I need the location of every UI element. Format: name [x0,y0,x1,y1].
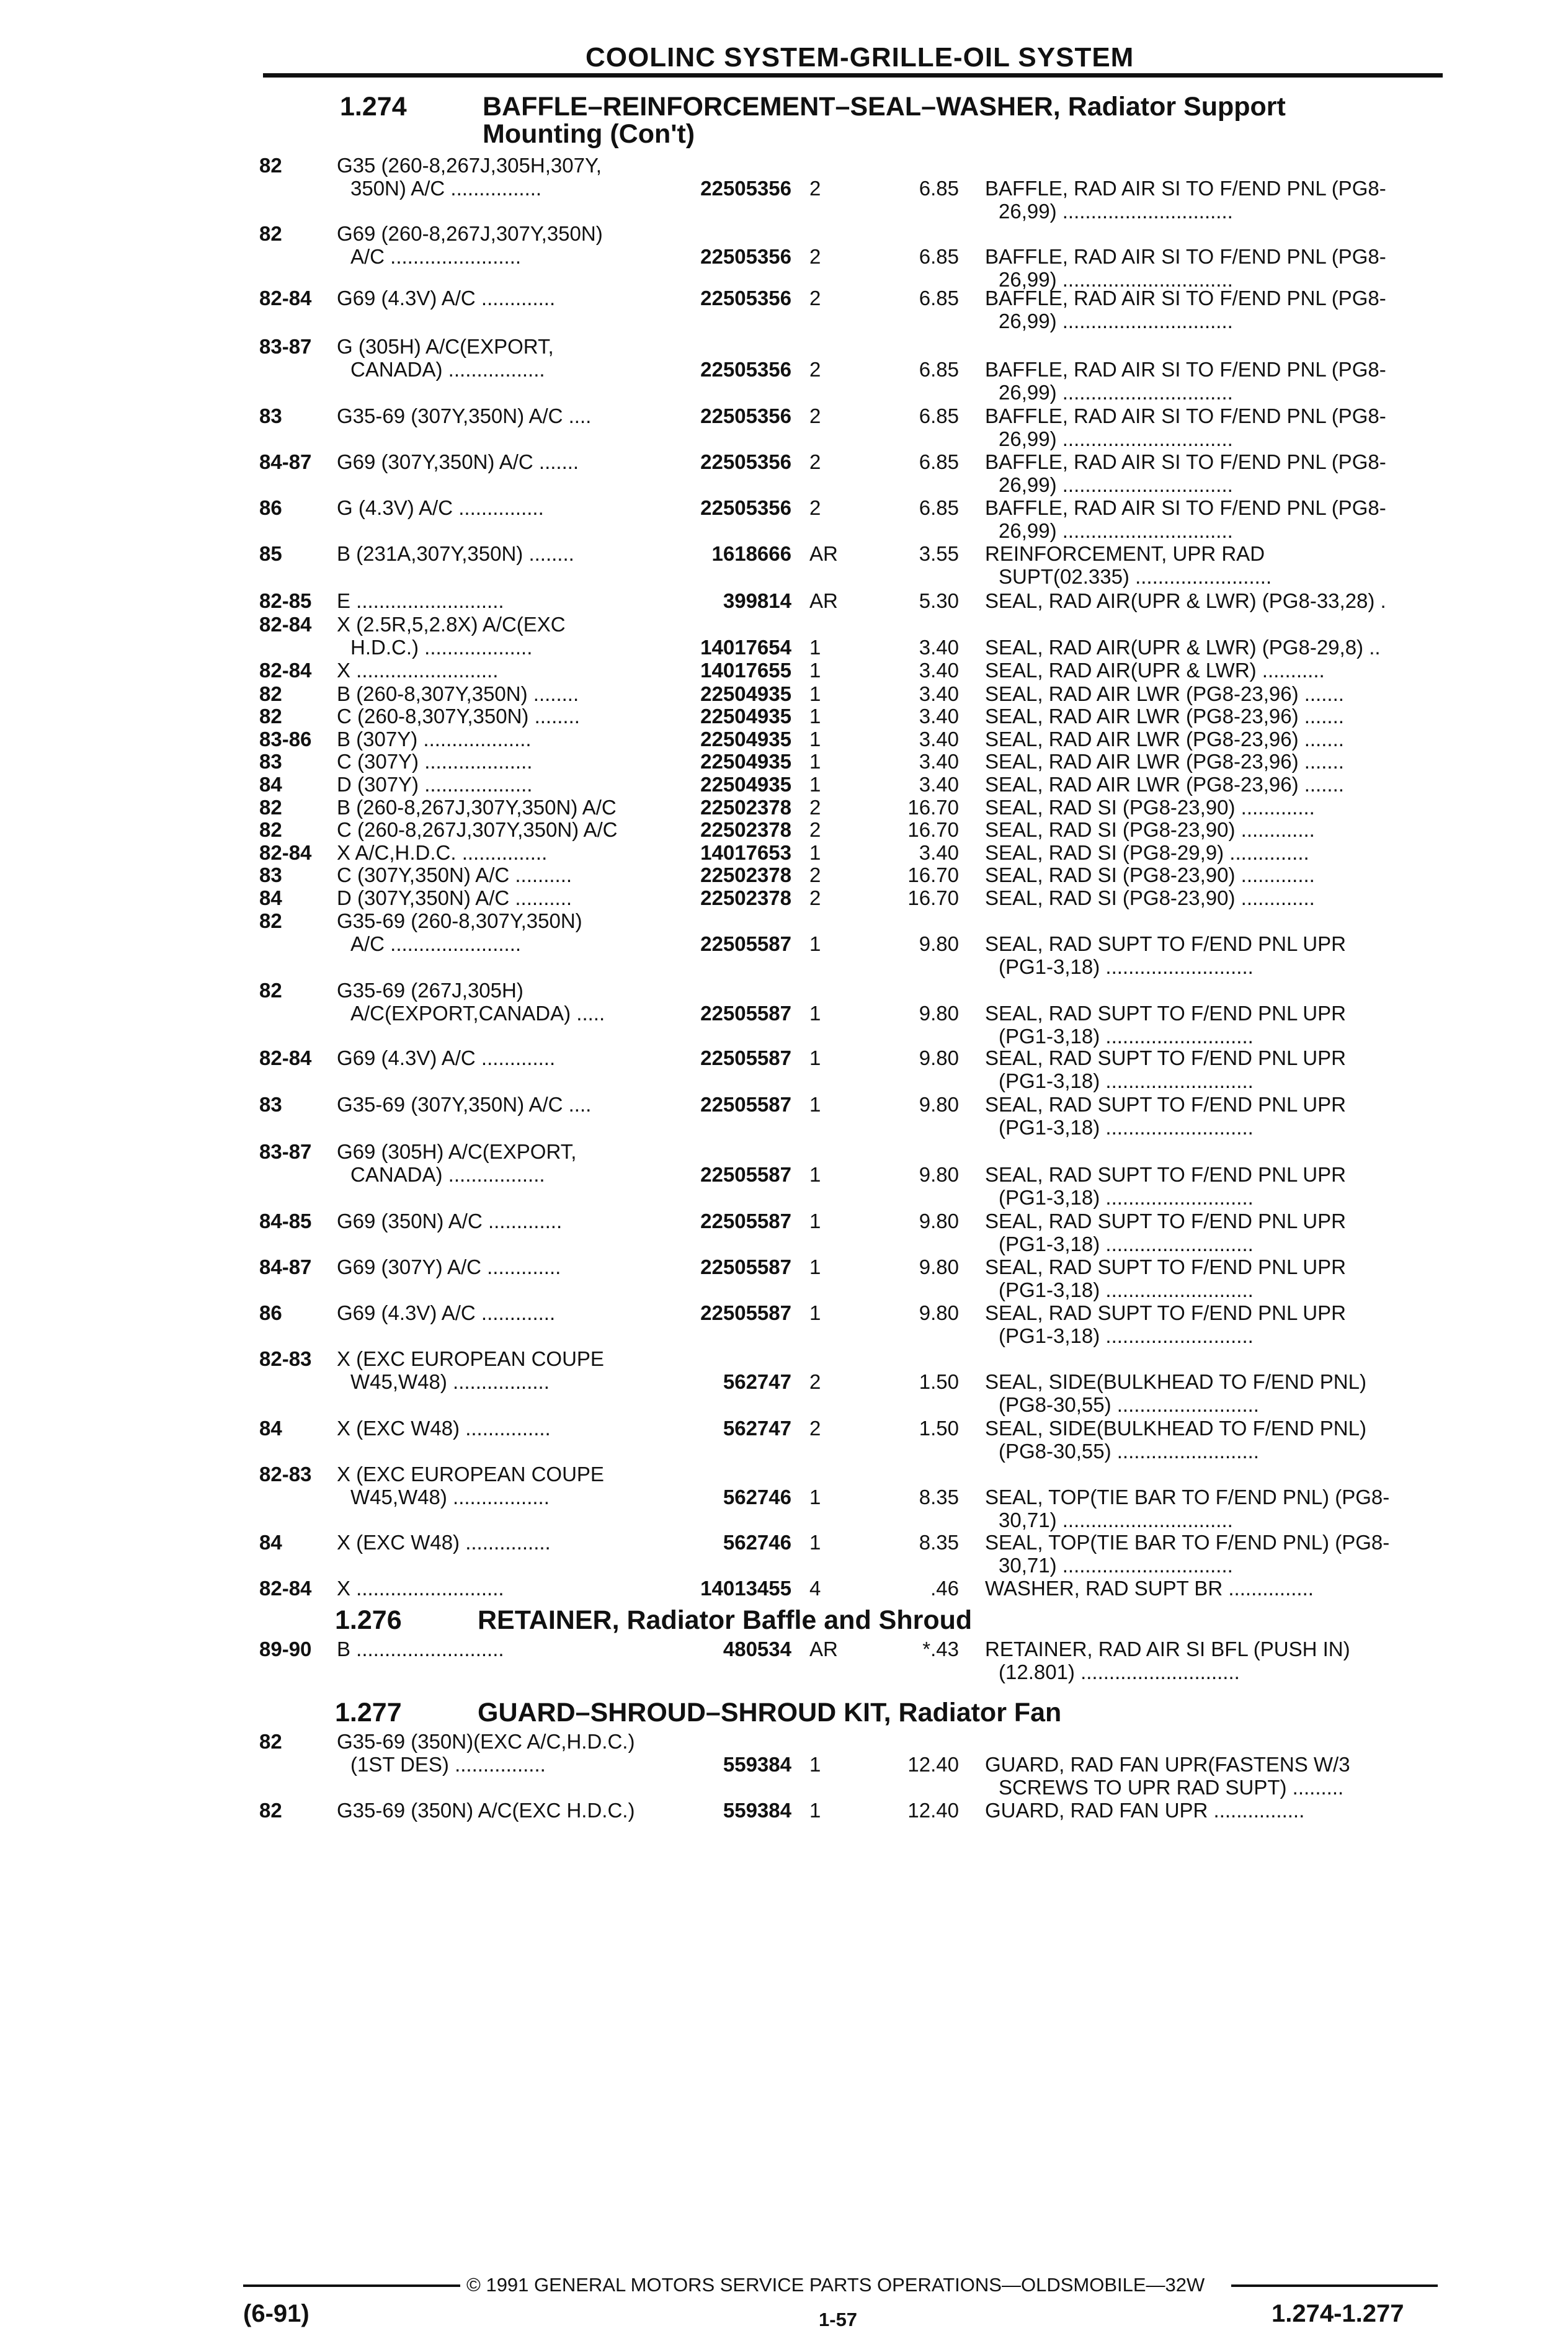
footer-date: (6-91) [243,2300,310,2327]
quantity: 1 [809,728,821,751]
part-description-continued: 26,99) .............................. [999,519,1233,542]
price: 6.85 [919,287,959,310]
model-description-continued: A/C ....................... [350,932,522,955]
model-year: 82-84 [259,1577,312,1600]
part-description: BAFFLE, RAD AIR SI TO F/END PNL (PG8- [985,358,1386,381]
model-description: G35-69 (267J,305H) [337,979,523,1002]
model-year: 82 [259,979,282,1002]
quantity: 1 [809,1799,821,1822]
quantity: 2 [809,496,821,519]
price: 12.40 [907,1799,959,1822]
quantity: AR [809,542,838,565]
model-description-continued: CANADA) ................. [350,1163,545,1186]
price: 12.40 [907,1753,959,1776]
model-description: G35 (260-8,267J,305H,307Y, [337,154,602,177]
part-description: SEAL, RAD SUPT TO F/END PNL UPR [985,1301,1346,1324]
part-number: 22504935 [700,728,791,751]
model-year: 82-84 [259,1046,312,1069]
part-description-continued: 26,99) .............................. [999,473,1233,496]
price: 3.40 [919,841,959,864]
model-description: G69 (4.3V) A/C ............. [337,1301,556,1324]
quantity: 1 [809,636,821,659]
model-description: G35-69 (350N) A/C(EXC H.D.C.) [337,1799,635,1822]
model-description: G69 (4.3V) A/C ............. [337,287,556,310]
price: 6.85 [919,496,959,519]
quantity: 1 [809,773,821,796]
model-description-continued: W45,W48) ................. [350,1486,550,1509]
quantity: 1 [809,1210,821,1232]
part-number: 562746 [723,1531,791,1554]
part-number: 22505587 [700,932,791,955]
price: 9.80 [919,1163,959,1186]
part-number: 22502378 [700,886,791,909]
part-number: 14013455 [700,1577,791,1600]
part-number: 22505587 [700,1210,791,1232]
part-description-continued: (PG1-3,18) .......................... [999,1116,1254,1139]
model-description: C (307Y,350N) A/C .......... [337,863,572,886]
model-description: C (260-8,267J,307Y,350N) A/C [337,818,618,841]
section-title: BAFFLE–REINFORCEMENT–SEAL–WASHER, Radiator Support [483,92,1286,122]
part-description-continued: 26,99) .............................. [999,381,1233,404]
price: *.43 [922,1638,959,1660]
part-description-continued: (12.801) ............................ [999,1660,1240,1683]
model-year: 83 [259,863,282,886]
footer-rule-left [243,2284,460,2287]
model-description: X (EXC W48) ............... [337,1417,551,1440]
model-year: 82-85 [259,589,312,612]
quantity: 2 [809,177,821,200]
part-number: 1618666 [711,542,791,565]
model-year: 84 [259,773,282,796]
model-year: 82 [259,1730,282,1753]
part-description-continued: 26,99) .............................. [999,310,1233,332]
part-description: SEAL, RAD SI (PG8-29,9) .............. [985,841,1309,864]
part-number: 22505587 [700,1255,791,1278]
part-description-continued: 26,99) .............................. [999,268,1233,291]
section-number: 1.276 [335,1605,402,1635]
section-title: GUARD–SHROUD–SHROUD KIT, Radiator Fan [478,1698,1062,1727]
part-description-continued: (PG1-3,18) .......................... [999,955,1254,978]
model-description: X (2.5R,5,2.8X) A/C(EXC [337,613,566,636]
part-number: 22502378 [700,863,791,886]
quantity: 1 [809,1753,821,1776]
model-description: X (EXC W48) ............... [337,1531,551,1554]
part-description: SEAL, SIDE(BULKHEAD TO F/END PNL) [985,1417,1366,1440]
model-description: D (307Y) ................... [337,773,533,796]
quantity: 2 [809,863,821,886]
footer-page-number: 1-57 [819,2309,858,2330]
model-description: B (307Y) ................... [337,728,532,751]
part-number: 22505356 [700,450,791,473]
header-divider [263,73,1443,78]
part-description-continued: (PG1-3,18) .......................... [999,1278,1254,1301]
part-description-continued: 30,71) .............................. [999,1509,1233,1531]
quantity: 1 [809,932,821,955]
model-description: G69 (4.3V) A/C ............. [337,1046,556,1069]
part-description: BAFFLE, RAD AIR SI TO F/END PNL (PG8- [985,287,1386,310]
part-number: 14017653 [700,841,791,864]
model-description: G35-69 (307Y,350N) A/C .... [337,1093,592,1116]
quantity: 2 [809,358,821,381]
quantity: 2 [809,1370,821,1393]
model-year: 85 [259,542,282,565]
model-year: 83 [259,750,282,773]
model-year: 82 [259,682,282,705]
part-number: 22505356 [700,287,791,310]
model-description: G69 (350N) A/C ............. [337,1210,563,1232]
price: 3.40 [919,636,959,659]
model-year: 83-86 [259,728,312,751]
quantity: 1 [809,1163,821,1186]
model-year: 84-87 [259,1255,312,1278]
price: 9.80 [919,1210,959,1232]
price: 6.85 [919,404,959,427]
part-description: SEAL, RAD AIR(UPR & LWR) (PG8-29,8) .. [985,636,1381,659]
model-description: D (307Y,350N) A/C .......... [337,886,572,909]
model-year: 83-87 [259,335,312,358]
quantity: 1 [809,1255,821,1278]
section-number: 1.274 [340,92,407,122]
part-description: WASHER, RAD SUPT BR ............... [985,1577,1314,1600]
part-description: BAFFLE, RAD AIR SI TO F/END PNL (PG8- [985,245,1386,268]
model-year: 83-87 [259,1140,312,1163]
model-description-continued: (1ST DES) ................ [350,1753,546,1776]
part-number: 14017654 [700,636,791,659]
part-description: SEAL, RAD SI (PG8-23,90) ............. [985,886,1315,909]
part-description-continued: SCREWS TO UPR RAD SUPT) ......... [999,1776,1344,1799]
part-description: SEAL, RAD SUPT TO F/END PNL UPR [985,1046,1346,1069]
price: 1.50 [919,1417,959,1440]
model-description: G69 (307Y) A/C ............. [337,1255,561,1278]
model-year: 82-83 [259,1347,312,1370]
quantity: 4 [809,1577,821,1600]
model-description: G35-69 (307Y,350N) A/C .... [337,404,592,427]
price: 16.70 [907,886,959,909]
part-number: 22505587 [700,1093,791,1116]
model-year: 89-90 [259,1638,312,1660]
model-description: X (EXC EUROPEAN COUPE [337,1463,604,1486]
price: 8.35 [919,1531,959,1554]
part-description-continued: (PG1-3,18) .......................... [999,1324,1254,1347]
footer-range: 1.274-1.277 [1272,2300,1404,2327]
part-description: BAFFLE, RAD AIR SI TO F/END PNL (PG8- [985,404,1386,427]
quantity: 2 [809,287,821,310]
part-description: SEAL, TOP(TIE BAR TO F/END PNL) (PG8- [985,1531,1390,1554]
part-description: SEAL, RAD SUPT TO F/END PNL UPR [985,932,1346,955]
model-year: 82 [259,796,282,819]
model-description: G69 (260-8,267J,307Y,350N) [337,222,603,245]
model-description: G69 (307Y,350N) A/C ....... [337,450,579,473]
part-description: SEAL, RAD AIR LWR (PG8-23,96) ....... [985,682,1344,705]
model-description: X ......................... [337,659,499,682]
model-description: B (231A,307Y,350N) ........ [337,542,574,565]
quantity: 1 [809,659,821,682]
part-number: 559384 [723,1799,791,1822]
part-description: GUARD, RAD FAN UPR(FASTENS W/3 [985,1753,1350,1776]
part-description-continued: (PG8-30,55) ......................... [999,1440,1259,1463]
part-description: SEAL, RAD SI (PG8-23,90) ............. [985,796,1315,819]
part-number: 22505587 [700,1163,791,1186]
part-number: 22504935 [700,705,791,728]
model-description: B (260-8,307Y,350N) ........ [337,682,579,705]
model-year: 84 [259,1531,282,1554]
price: 3.40 [919,682,959,705]
part-description: BAFFLE, RAD AIR SI TO F/END PNL (PG8- [985,177,1386,200]
model-description-continued: CANADA) ................. [350,358,545,381]
part-description: SEAL, RAD AIR LWR (PG8-23,96) ....... [985,773,1344,796]
part-number: 22504935 [700,750,791,773]
part-description: SEAL, RAD AIR(UPR & LWR) (PG8-33,28) . [985,589,1386,612]
model-description-continued: H.D.C.) ................... [350,636,533,659]
part-number: 22505356 [700,496,791,519]
section-number: 1.277 [335,1698,402,1727]
part-description-continued: (PG1-3,18) .......................... [999,1025,1254,1048]
quantity: 2 [809,886,821,909]
page-header-title: COOLINC SYSTEM-GRILLE-OIL SYSTEM [586,42,1134,73]
price: 9.80 [919,932,959,955]
model-description: G (4.3V) A/C ............... [337,496,544,519]
model-year: 82 [259,909,282,932]
price: 16.70 [907,863,959,886]
footer-rule-right [1231,2284,1438,2287]
part-description: SEAL, RAD SI (PG8-23,90) ............. [985,863,1315,886]
part-number: 22505356 [700,245,791,268]
model-year: 82 [259,705,282,728]
part-description-continued: 26,99) .............................. [999,427,1233,450]
model-description: B .......................... [337,1638,504,1660]
quantity: 1 [809,1002,821,1025]
quantity: 1 [809,705,821,728]
part-description: SEAL, RAD SUPT TO F/END PNL UPR [985,1093,1346,1116]
price: 6.85 [919,358,959,381]
model-year: 84-87 [259,450,312,473]
quantity: 1 [809,1486,821,1509]
quantity: 1 [809,841,821,864]
part-description: SEAL, RAD AIR(UPR & LWR) ........... [985,659,1325,682]
model-year: 82-83 [259,1463,312,1486]
part-number: 22505587 [700,1301,791,1324]
part-description: SEAL, RAD SI (PG8-23,90) ............. [985,818,1315,841]
quantity: 2 [809,1417,821,1440]
price: 3.55 [919,542,959,565]
part-number: 480534 [723,1638,791,1660]
model-description: G35-69 (350N)(EXC A/C,H.D.C.) [337,1730,635,1753]
part-description: REINFORCEMENT, UPR RAD [985,542,1265,565]
part-number: 22505587 [700,1046,791,1069]
model-description: G69 (305H) A/C(EXPORT, [337,1140,577,1163]
part-number: 22502378 [700,796,791,819]
model-description: B (260-8,267J,307Y,350N) A/C [337,796,617,819]
price: .46 [930,1577,959,1600]
quantity: AR [809,1638,838,1660]
quantity: 1 [809,1531,821,1554]
price: 6.85 [919,450,959,473]
model-year: 82-84 [259,841,312,864]
price: 3.40 [919,750,959,773]
model-year: 86 [259,496,282,519]
part-description-continued: 30,71) .............................. [999,1554,1233,1577]
quantity: 1 [809,1093,821,1116]
part-description-continued: (PG1-3,18) .......................... [999,1069,1254,1092]
model-year: 83 [259,404,282,427]
model-year: 83 [259,1093,282,1116]
quantity: 2 [809,245,821,268]
price: 3.40 [919,705,959,728]
model-description: X .......................... [337,1577,504,1600]
part-description-continued: 26,99) .............................. [999,200,1233,223]
model-year: 82 [259,1799,282,1822]
price: 5.30 [919,589,959,612]
quantity: 1 [809,1301,821,1324]
part-number: 562746 [723,1486,791,1509]
model-year: 84 [259,886,282,909]
price: 3.40 [919,659,959,682]
price: 9.80 [919,1255,959,1278]
part-description: BAFFLE, RAD AIR SI TO F/END PNL (PG8- [985,450,1386,473]
part-number: 22505356 [700,358,791,381]
part-description: SEAL, RAD AIR LWR (PG8-23,96) ....... [985,705,1344,728]
part-description: SEAL, RAD AIR LWR (PG8-23,96) ....... [985,728,1344,751]
part-number: 22505356 [700,404,791,427]
part-number: 399814 [723,589,791,612]
model-year: 84-85 [259,1210,312,1232]
part-description: SEAL, RAD SUPT TO F/END PNL UPR [985,1210,1346,1232]
model-description-continued: A/C(EXPORT,CANADA) ..... [350,1002,605,1025]
model-description: C (307Y) ................... [337,750,533,773]
quantity: AR [809,589,838,612]
quantity: 2 [809,818,821,841]
quantity: 1 [809,750,821,773]
part-number: 22504935 [700,682,791,705]
part-number: 562747 [723,1370,791,1393]
part-description: BAFFLE, RAD AIR SI TO F/END PNL (PG8- [985,496,1386,519]
section-title: RETAINER, Radiator Baffle and Shroud [478,1605,973,1635]
price: 3.40 [919,728,959,751]
model-description: X A/C,H.D.C. ............... [337,841,548,864]
model-year: 82 [259,154,282,177]
part-description: RETAINER, RAD AIR SI BFL (PUSH IN) [985,1638,1350,1660]
model-description: G (305H) A/C(EXPORT, [337,335,554,358]
part-description-continued: (PG8-30,55) ......................... [999,1393,1259,1416]
model-description: X (EXC EUROPEAN COUPE [337,1347,604,1370]
model-year: 84 [259,1417,282,1440]
model-year: 82 [259,222,282,245]
section-title-continued: Mounting (Con't) [483,119,695,149]
model-description-continued: 350N) A/C ................ [350,177,542,200]
part-description: SEAL, RAD SUPT TO F/END PNL UPR [985,1163,1346,1186]
part-number: 559384 [723,1753,791,1776]
part-number: 14017655 [700,659,791,682]
model-year: 82-84 [259,287,312,310]
part-description: SEAL, RAD SUPT TO F/END PNL UPR [985,1002,1346,1025]
part-description: SEAL, TOP(TIE BAR TO F/END PNL) (PG8- [985,1486,1390,1509]
price: 9.80 [919,1046,959,1069]
part-number: 22504935 [700,773,791,796]
model-description: E .......................... [337,589,504,612]
model-description-continued: A/C ....................... [350,245,522,268]
price: 9.80 [919,1301,959,1324]
price: 16.70 [907,818,959,841]
price: 6.85 [919,177,959,200]
quantity: 2 [809,796,821,819]
price: 9.80 [919,1002,959,1025]
quantity: 2 [809,404,821,427]
part-number: 22505356 [700,177,791,200]
model-year: 82-84 [259,613,312,636]
quantity: 2 [809,450,821,473]
price: 9.80 [919,1093,959,1116]
part-description: SEAL, RAD AIR LWR (PG8-23,96) ....... [985,750,1344,773]
part-number: 562747 [723,1417,791,1440]
part-description: SEAL, SIDE(BULKHEAD TO F/END PNL) [985,1370,1366,1393]
quantity: 1 [809,682,821,705]
price: 3.40 [919,773,959,796]
price: 8.35 [919,1486,959,1509]
part-description-continued: (PG1-3,18) .......................... [999,1186,1254,1209]
price: 1.50 [919,1370,959,1393]
part-description: GUARD, RAD FAN UPR ................ [985,1799,1305,1822]
part-description: SEAL, RAD SUPT TO F/END PNL UPR [985,1255,1346,1278]
model-description-continued: W45,W48) ................. [350,1370,550,1393]
model-year: 82-84 [259,659,312,682]
model-description: C (260-8,307Y,350N) ........ [337,705,580,728]
price: 6.85 [919,245,959,268]
part-description-continued: SUPT(02.335) ........................ [999,565,1272,588]
model-year: 86 [259,1301,282,1324]
part-number: 22502378 [700,818,791,841]
footer-copyright: © 1991 GENERAL MOTORS SERVICE PARTS OPERATIONS—OLDSMOBILE—32W [466,2274,1205,2296]
part-number: 22505587 [700,1002,791,1025]
model-description: G35-69 (260-8,307Y,350N) [337,909,582,932]
price: 16.70 [907,796,959,819]
quantity: 1 [809,1046,821,1069]
model-year: 82 [259,818,282,841]
part-description-continued: (PG1-3,18) .......................... [999,1232,1254,1255]
